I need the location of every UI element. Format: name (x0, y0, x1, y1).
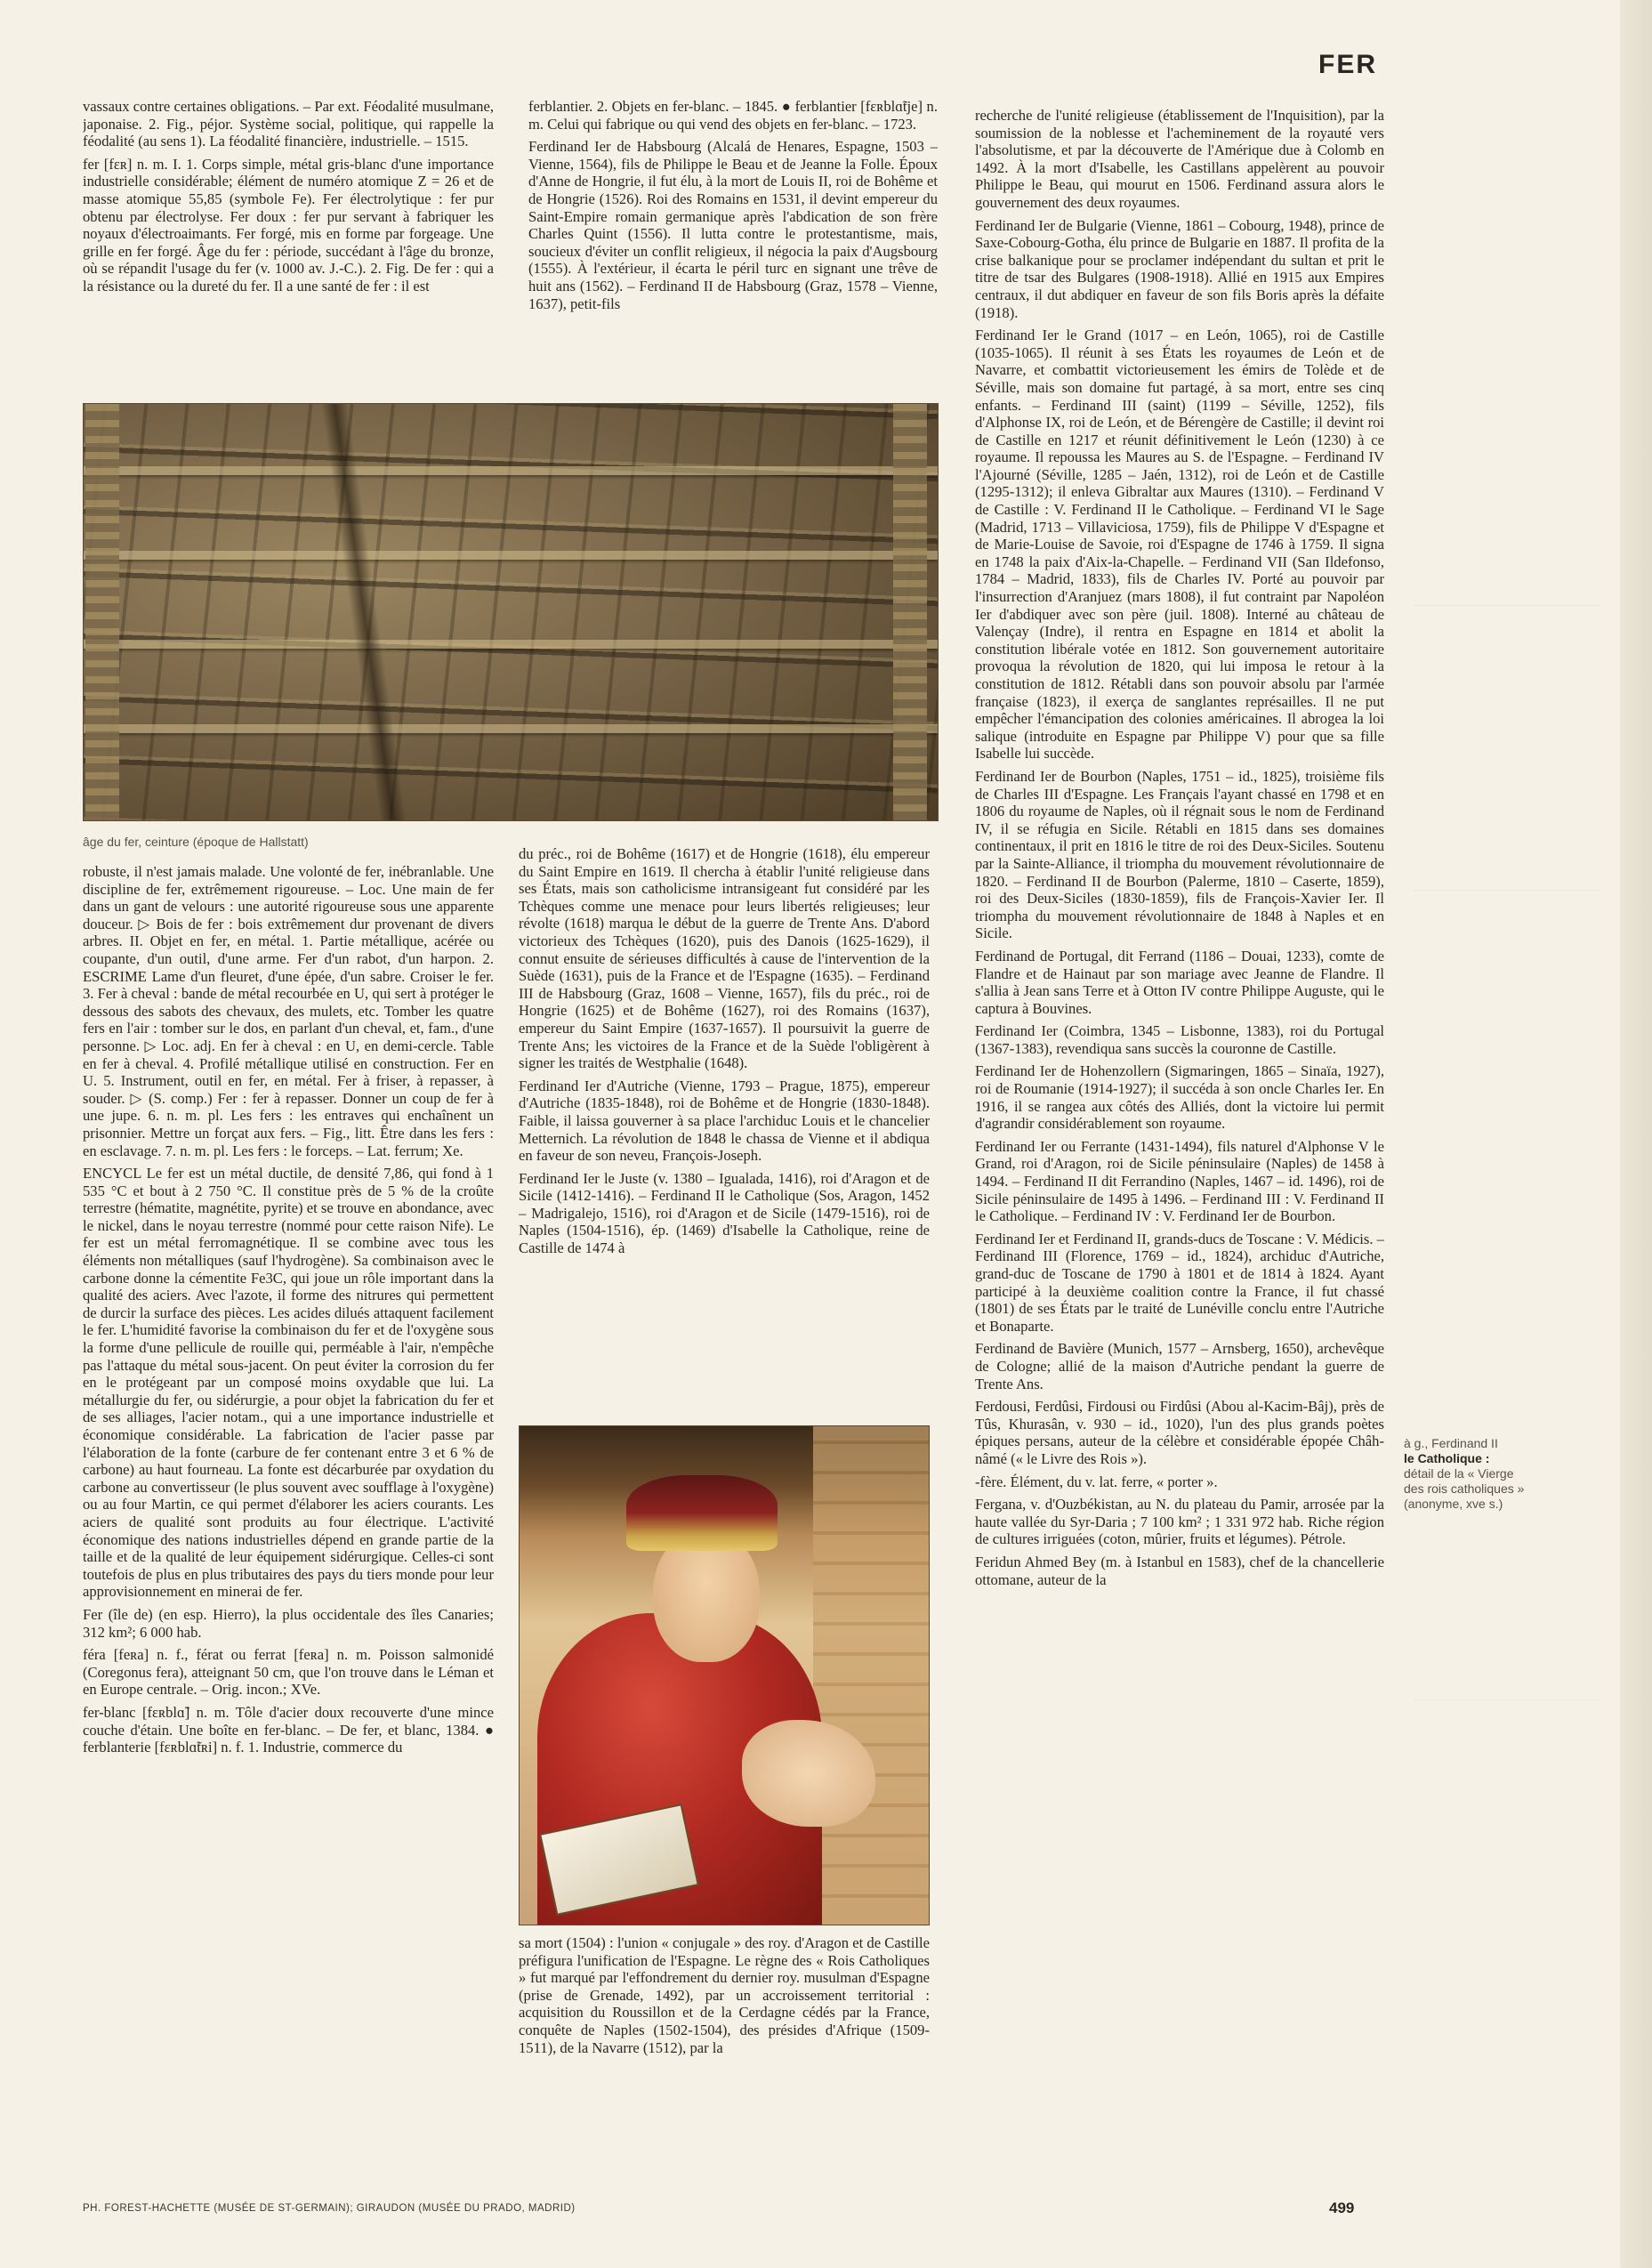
entry-ferdousi: Ferdousi, Ferdûsi, Firdousi ou Firdûsi (Abou al-Kacim-Bâj), près de Tûs, Khurasân, v. 930 – id., 1020), l'un des plus grands poètes épiques persans, auteur de la célèbre et considérable épopée Châh-nâmé (« le Livre des Rois »). (975, 1398, 1384, 1467)
running-head: FER (1318, 50, 1377, 79)
entry-ferblanterie-end: ferblantier. 2. Objets en fer-blanc. – 1845. ● ferblantier [fɛʀblɑ̃tje] n. m. Celui qui fabrique ou qui vend des objets en fer-blanc. – 1723. (528, 98, 938, 133)
painting-caption-line-2: le Catholique : (1404, 1451, 1490, 1465)
entry-ferdinand-baviere: Ferdinand de Bavière (Munich, 1577 – Arnsberg, 1650), archevêque de Cologne; allié de la maison d'Autriche pendant la guerre de Trente Ans. (975, 1340, 1384, 1392)
entry-ferdinand-bourbon: Ferdinand Ier de Bourbon (Naples, 1751 – id., 1825), troisième fils de Charles III d'Espagne. Les Français l'ayant chassé en 1798 et en 1806 du royaume de Naples, où il régnait sous le nom de Ferdinand IV, il se réfugia en Sicile. Rétabli en 1815 dans ses domaines continentaux, il prit en 1816 le titre de roi des Deux-Siciles. Soutenu par la Sainte-Alliance, il triompha du mouvement révolutionnaire de 1820. – Ferdinand II de Bourbon (Palerme, 1810 – Caserte, 1859), roi des Deux-Siciles (1830-1859), fils de François-Xavier Ier. Il triompha du mouvement révolutionnaire de 1848 à Naples et en Sicile. (975, 767, 1384, 942)
painting-caption-line-3: détail de la « Vierge (1404, 1466, 1514, 1481)
show-through-ghost (1414, 605, 1601, 1886)
entry-fere: -fère. Élément, du v. lat. ferre, « porter ». (975, 1473, 1218, 1490)
entry-ile-de-fer: Fer (île de) (en esp. Hierro), la plus occidentale des îles Canaries; 312 km²; 6 000 hab. (83, 1605, 494, 1641)
painting-caption-line-1: à g., Ferdinand II (1404, 1436, 1498, 1450)
painting-caption (1404, 1436, 1582, 1512)
entry-ferdinand-hohenzollern: Ferdinand Ier de Hohenzollern (Sigmaringen, 1865 – Sinaïa, 1927), roi de Roumanie (1914-1927); il succéda à son oncle Charles Ier. En 1916, il se rangea aux côtés des Alliés, dont la victoire lui permit d'agrandir considérablement son royaume. (975, 1062, 1384, 1133)
page-edge (1620, 0, 1652, 2268)
entry-ferdinand-le-juste: Ferdinand Ier le Juste (v. 1380 – Igualada, 1416), roi d'Aragon et de Sicile (1412-1416). – Ferdinand II le Catholique (Sos, Aragon, 1452 – Madrigalejo, 1516), roi d'Aragon et de Sicile (1479-1516), roi de Naples (1504-1516), ép. (1469) d'Isabelle la Catholique, reine de Castille de 1474 à (519, 1169, 930, 1257)
column-middle-after-image (519, 1934, 930, 2148)
entry-fer-blanc: fer-blanc [fɛʀblɑ̃] n. m. Tôle d'acier doux recouverte d'une mince couche d'étain. Une boîte en fer-blanc. – De fer, et blanc, 1384. ● ferblanterie [fɛʀblɑ̃tʀi] n. f. 1. Industrie, commerce du (83, 1703, 494, 1756)
entry-fer: fer [fɛʀ] n. m. I. 1. Corps simple, métal gris-blanc d'une importance industrielle considérable; élément de numéro atomique Z = 26 et de masse atomique 55,85 (symbole Fe). Fer électrolytique : fer pur obtenu par électrolyse. Fer doux : fer pur servant à fabriquer les noyaux d'électroaimants. Fer forgé, mis en forme par forgeage. Une grille en fer forgé. Âge du fer : période, succédant à l'âge du bronze, où se répandit l'usage du fer (v. 1000 av. J.-C.). 2. Fig. De fer : qui a la résistance ou la dureté du fer. Il a une santé de fer : il est (83, 155, 494, 295)
entry-ferdinand-coimbra: Ferdinand Ier (Coimbra, 1345 – Lisbonne, 1383), roi du Portugal (1367-1383), revendiqua sans succès la couronne de Castille. (975, 1022, 1384, 1057)
column-left-top (83, 98, 494, 391)
page-number: 499 (1329, 2199, 1355, 2216)
entry-catholique-continued: sa mort (1504) : l'union « conjugale » des roy. d'Aragon et de Castille préfigura l'unification de l'Espagne. Le règne des « Rois Catholiques » fut marqué par l'effondrement du dernier roy. musulman d'Espagne (prise de Grenade, 1492), par un accroissement territorial : acquisition du Roussillon et de la Cerdagne cédés par la France, conquête de Naples (1502-1504), des présides d'Afrique (1509-1511), de la Navarre (1512), par la (519, 1934, 930, 2056)
ferdinand-painting (519, 1425, 930, 1925)
entry-ferdinand-le-grand: Ferdinand Ier le Grand (1017 – en León, 1065), roi de Castille (1035-1065). Il réunit à ses États les royaumes de León et de Navarre, et combattit victorieusement les émirs de Tolède et de Séville, mais son domaine fut partagé, à sa mort, entre ses cinq enfants. – Ferdinand III (saint) (1199 – Séville, 1252), fils d'Alphonse IX, roi de León, et de Bérengère de Castille; il devint roi de Castille en 1217 et réunit définitivement le León (1230) à ce royaume. Il repoussa les Maures au S. de l'Espagne. – Ferdinand IV l'Ajourné (Séville, 1285 – Jaén, 1312), roi de León et de Castille (1295-1312); il enleva Gibraltar aux Maures (1310). – Ferdinand V de Castille : V. Ferdinand II le Catholique. – Ferdinand VI le Sage (Madrid, 1713 – Villaviciosa, 1759), fils de Philippe V d'Espagne et de Marie-Louise de Savoie, roi d'Espagne de 1746 à 1759. Il signa en 1748 la paix d'Aix-la-Chapelle. – Ferdinand VII (San Ildefonso, 1784 – Madrid, 1833), fils de Charles IV. Porté au pouvoir par l'insurrection d'Aranjuez (mars 1808), il fut contraint par Napoléon Ier d'abdiquer avec son père (juil. 1808). Interné au château de Valençay (Indre), il rentra en Espagne en 1814 et abolit la constitution libérale votée en 1812. Son gouvernement autoritaire provoqua la révolution de 1820, qui lui imposa le retour à la constitution de 1812. Rétabli dans son pouvoir absolu par l'armée française (1823), il exerça de sanglantes représailles. Il ne put empêcher l'émancipation des colonies américaines. Il abrogea la loi salique (introduite en Espagne par Philippe V) pour que sa fille Isabelle lui succède. (975, 327, 1384, 763)
column-right (975, 107, 1384, 2153)
encyclopedia-fer: ENCYCL Le fer est un métal ductile, de densité 7,86, qui fond à 1 535 °C et bout à 2 750 °C. Il constitue près de 5 % de la croûte terrestre (hématite, magnétite, pyrite) et se trouve en abondance, avec le nickel, dans le noyau terrestre (nommé pour cette raison Nife). Le fer est un métal ferromagnétique. Il se combine avec tous les éléments non métalliques (sauf l'hydrogène). Sa combinaison avec le carbone donne la cémentite Fe3C, qui joue un rôle important dans la qualité des aciers. Avec l'azote, il forme des nitrures qui permettent de durcir la surface des pièces. Les acides dilués attaquent facilement le fer. L'humidité favorise la combinaison du fer et de l'oxygène sous la forme d'une pellicule de rouille qui, perméable à l'air, n'empêche pas l'attaque du métal sous-jacent. On peut éviter la corrosion du fer en le protégeant par un composé moins oxydable que lui. La métallurgie du fer, ou sidérurgie, a pour objet la fabrication du fer et de ses alliages, l'acier notam., qui a une importance industrielle et économique considérable. La fabrication de l'acier passe par l'élaboration de la fonte (carbure de fer contenant entre 3 et 6 % de carbone) au haut fourneau. La fonte est décarburée par oxydation du carbone au convertisseur (le plus souvent avec soufflage à l'oxygène) ou au four Martin, ce qui permet d'élaborer les aciers courants. Les aciers de qualité sont produits au four électrique. L'activité économique des nations industrielles dépend en grande partie de la taille et de la qualité de leur équipement sidérurgique. Celles-ci sont toutefois de plus en plus tributaires des pays du tiers monde pour leur approvisionnement en minerai de fer. (83, 1165, 494, 1601)
entry-fera: féra [feʀa] n. f., férat ou ferrat [feʀa] n. m. Poisson salmonidé (Coregonus fera), atteignant 50 cm, que l'on trouve dans le Léman et en Europe centrale. – Orig. incon.; XVe. (83, 1646, 494, 1699)
entry-ferdinand-toscane: Ferdinand Ier et Ferdinand II, grands-ducs de Toscane : V. Médicis. – Ferdinand III (Florence, 1769 – id., 1824), archiduc d'Autriche, grand-duc de Toscane de 1790 à 1801 et de 1814 à 1824. Ayant participé à la deuxième coalition contre la France, il fut chassé (1801) de ses États par le traité de Lunéville conclu entre l'Autriche et Bonaparte. (975, 1230, 1384, 1335)
painting-caption-line-5: (anonyme, xve s.) (1404, 1497, 1503, 1511)
entry-ferdinand-habsbourg: Ferdinand Ier de Habsbourg (Alcalá de Henares, Espagne, 1503 – Vienne, 1564), fils de Philippe le Beau et de Jeanne la Folle. Époux d'Anne de Hongrie, il fut élu, à la mort de Louis II, roi de Bohême et de Hongrie (1526). Roi des Romains en 1531, il devint empereur du Saint-Empire romain germanique après l'abdication de son frère Charles Quint (1556). Il lutta contre le protestantisme, mais, soucieux d'éviter un conflit religieux, il négocia la paix d'Augsbourg (1555). À l'extérieur, il écarta le péril turc en signant une trêve de huit ans (1562). – Ferdinand II de Habsbourg (Graz, 1578 – Vienne, 1637), petit-fils (528, 138, 938, 312)
entry-ferdinand-bulgarie: Ferdinand Ier de Bulgarie (Vienne, 1861 – Cobourg, 1948), prince de Saxe-Cobourg-Gotha, élu prince de Bulgarie en 1887. Il profita de la crise balkanique pour se proclamer indépendant du sultan et prit le titre de tsar des Bulgares (1908-1918). Allié en 1915 aux Empires centraux, il dut abdiquer en faveur de son fils Boris après la défaite (1918). (975, 216, 1384, 321)
iron-age-belt-photo (83, 403, 939, 821)
entry-ferdinand-ferrante: Ferdinand Ier ou Ferrante (1431-1494), fils naturel d'Alphonse V le Grand, roi d'Aragon, roi de Sicile péninsulaire (Naples) de 1458 à 1494. – Ferdinand II dit Ferrandino (Naples, 1467 – id. 1496), roi de Sicile péninsulaire de 1495 à 1496. – Ferdinand III : V. Ferdinand II le Catholique. – Ferdinand IV : V. Ferdinand Ier de Bourbon. (975, 1137, 1384, 1225)
column-middle-top (528, 98, 938, 391)
entry-fer-continued: robuste, il n'est jamais malade. Une volonté de fer, inébranlable. Une discipline de fer, extrêmement rigoureuse. – Loc. Une main de fer dans un gant de velours : une autorité rigoureuse sous une apparente douceur. ▷ Bois de fer : bois extrêmement dur provenant de divers arbres. II. Objet en fer, en métal. 1. Partie métallique, acérée ou coupante, d'un outil, d'une arme. Fer d'un rabot, d'un harpon. 2. ESCRIME Lame d'un fleuret, d'une épée, d'un sabre. Croiser le fer. 3. Fer à cheval : bande de métal recourbée en U, qui sert à protéger le dessous des sabots des chevaux, des mulets, etc. Tomber les quatre fers en l'air : tomber sur le dos, en parlant d'un cheval, et, fam., d'une personne. ▷ Loc. adj. En fer à cheval : en U, en demi-cercle. Table en fer à cheval. 4. Profilé métallique utilisé en construction. Fer en U. 5. Instrument, outil en fer, en métal. Fer à friser, à repasser, à souder. ▷ (S. comp.) Fer : fer à repasser. Donner un coup de fer à une jupe. 6. n. m. pl. Les fers : les entraves qui enchaînent un prisonnier. Mettre un forçat aux fers. – Fig., litt. Être dans les fers : en esclavage. 7. n. m. pl. Les fers : le forceps. – Lat. ferrum; Xe. (83, 863, 494, 1159)
column-left-bottom (83, 863, 494, 2144)
belt-caption: âge du fer, ceinture (époque de Hallstatt) (83, 835, 309, 849)
entry-feridun: Feridun Ahmed Bey (m. à Istanbul en 1583), chef de la chancellerie ottomane, auteur de la (975, 1553, 1384, 1588)
photo-credit: PH. FOREST-HACHETTE (MUSÉE DE ST-GERMAIN); GIRAUDON (MUSÉE DU PRADO, MADRID) (83, 2203, 576, 2214)
entry-ferdinand-autriche: Ferdinand Ier d'Autriche (Vienne, 1793 – Prague, 1875), empereur d'Autriche (1835-1848), roi de Bohême et de Hongrie (1830-1848). Faible, il laissa gouverner à sa place l'archiduc Louis et le chancelier Metternich. La révolution de 1848 le chassa de Vienne et il abdiqua en faveur de son neveu, François-Joseph. (519, 1077, 930, 1165)
column-middle-bottom (519, 845, 930, 1415)
painting-caption-line-4: des rois catholiques » (1404, 1481, 1525, 1496)
entry-fergana: Fergana, v. d'Ouzbékistan, au N. du plateau du Pamir, arrosée par la haute vallée du Syr-Daria ; 7 100 km² ; 1 331 972 hab. Riche région de cultures irriguées (coton, mûrier, fruits et légumes). Pétrole. (975, 1496, 1384, 1548)
entry-ferdinand-portugal: Ferdinand de Portugal, dit Ferrand (1186 – Douai, 1233), comte de Flandre et de Hainaut par son mariage avec Jeanne de Flandre. Il s'allia à Jean sans Terre et à Otton IV contre Philippe Auguste, qui le captura à Bouvines. (975, 947, 1384, 1017)
entry-catholique-end: recherche de l'unité religieuse (établissement de l'Inquisition), par la soumission de la noblesse et l'acheminement de la royauté vers l'absolutisme, et par la découverte de l'Amérique due à Colomb en 1492. À la mort d'Isabelle, les Castillans appelèrent au pouvoir Philippe le Beau, qui mourut en 1506. Ferdinand assura alors le gouvernement des deux royaumes. (975, 107, 1384, 211)
entry-ferdinand-ii-continued: du préc., roi de Bohême (1617) et de Hongrie (1618), élu empereur du Saint Empire en 1619. Il chercha à établir l'unité religieuse dans ses États, mais son catholicisme intransigeant fut considéré par les Tchèques comme une menace pour leurs libertés religieuses; leur révolte (1618) marqua le début de la guerre de Trente Ans. D'abord victorieux des Tchèques (1620), puis des Danois (1625-1629), il connut ensuite de sérieuses difficultés à cause de l'intervention de la Suède (1631), puis de la France et de l'Espagne (1635). – Ferdinand III de Habsbourg (Graz, 1608 – Vienne, 1657), fils du préc., roi de Hongrie (1625) et de Bohême (1627), roi des Romains (1637), empereur du Saint Empire (1637-1657). Il poursuivit la guerre de Trente Ans; les victoires de la France et de la Suède l'obligèrent à signer les traités de Westphalie (1648). (519, 845, 930, 1072)
entry-feodalite-end: vassaux contre certaines obligations. – Par ext. Féodalité musulmane, japonaise. 2. Fig., péjor. Système social, politique, qui rappelle la féodalité (au sens 1). La féodalité financière, industrielle. – 1515. (83, 98, 494, 150)
